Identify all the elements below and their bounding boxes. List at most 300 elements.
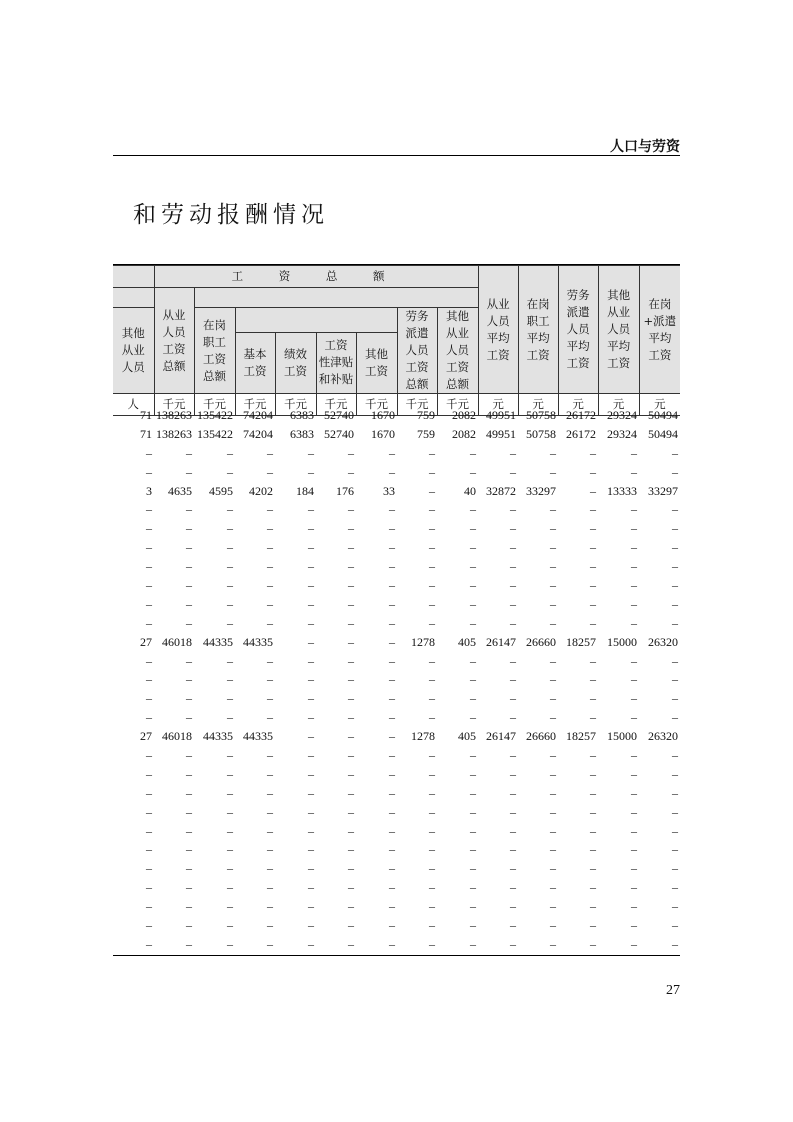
table-cell: – [186, 936, 192, 951]
table-cell: – [308, 766, 314, 781]
table-cell: – [590, 653, 596, 668]
table-row [113, 859, 680, 878]
table-cell: – [590, 823, 596, 838]
table-cell: – [389, 899, 395, 914]
table-cell: – [590, 615, 596, 630]
table-cell: – [389, 577, 395, 592]
col-header-13: 在岗 +派遣 平均 工资 [639, 266, 680, 394]
table-cell: – [429, 804, 435, 819]
table-cell: 6383 [290, 426, 314, 441]
table-cell: – [470, 502, 476, 517]
table-cell: 27 [140, 634, 152, 649]
table-cell: – [348, 502, 354, 517]
table-cell: – [308, 596, 314, 611]
table-cell: – [389, 615, 395, 630]
table-cell: – [308, 804, 314, 819]
group-header-wage-total: 工 资 总 额 [154, 266, 478, 288]
table-cell: 4595 [209, 483, 233, 498]
table-bottom-rule [113, 955, 680, 956]
table-cell: – [510, 747, 516, 762]
table-cell: – [429, 483, 435, 498]
table-cell: – [186, 880, 192, 895]
table-cell: 33297 [526, 483, 556, 498]
table-cell: 138263 [156, 407, 192, 422]
table-cell: – [389, 445, 395, 460]
table-cell: – [267, 464, 273, 479]
table-cell: – [470, 672, 476, 687]
table-cell: – [631, 445, 637, 460]
table-cell: – [308, 445, 314, 460]
table-cell: – [631, 899, 637, 914]
table-cell: – [348, 804, 354, 819]
page-number: 27 [666, 983, 680, 998]
table-cell: 15000 [607, 634, 637, 649]
table-cell: 29324 [607, 426, 637, 441]
table-cell: 26320 [648, 634, 678, 649]
table-cell: – [348, 880, 354, 895]
table-cell: 18257 [566, 634, 596, 649]
table-cell: – [429, 596, 435, 611]
table-cell: – [510, 899, 516, 914]
table-cell: – [550, 653, 556, 668]
table-cell: – [631, 615, 637, 630]
table-cell: – [146, 540, 152, 555]
table-cell: – [672, 521, 678, 536]
table-cell: 1278 [411, 634, 435, 649]
table-cell: – [308, 559, 314, 574]
table-row [113, 670, 680, 689]
table-cell: – [308, 672, 314, 687]
col-header-8: 其他 从业 人员 工资 总额 [437, 308, 478, 394]
table-cell: – [631, 464, 637, 479]
table-cell: 26147 [486, 729, 516, 744]
table-cell: – [267, 747, 273, 762]
table-cell: – [227, 445, 233, 460]
table-cell: – [429, 502, 435, 517]
table-cell: – [672, 936, 678, 951]
table-row [113, 444, 680, 463]
table-cell: – [672, 710, 678, 725]
table-cell: – [308, 917, 314, 932]
table-cell: – [510, 653, 516, 668]
table-cell: – [510, 691, 516, 706]
table-cell: 44335 [203, 634, 233, 649]
table-cell: – [550, 823, 556, 838]
table-cell: – [308, 540, 314, 555]
table-cell: 1670 [371, 407, 395, 422]
table-cell: – [348, 672, 354, 687]
table-row [113, 500, 680, 519]
table-cell: – [186, 804, 192, 819]
table-cell: – [146, 596, 152, 611]
table-cell: – [308, 502, 314, 517]
table-cell: – [186, 691, 192, 706]
table-cell: 44335 [203, 729, 233, 744]
table-cell: – [227, 653, 233, 668]
table-row [113, 557, 680, 576]
table-cell: – [308, 936, 314, 951]
table-cell: – [631, 936, 637, 951]
table-cell: – [146, 521, 152, 536]
table-cell: 1670 [371, 426, 395, 441]
table-cell: – [631, 653, 637, 668]
table-cell: – [550, 596, 556, 611]
table-cell: – [631, 766, 637, 781]
table-cell: – [590, 747, 596, 762]
table-cell: – [348, 729, 354, 744]
table-cell: – [510, 917, 516, 932]
table-cell: – [510, 861, 516, 876]
table-cell: 405 [458, 634, 476, 649]
table-cell: – [186, 842, 192, 857]
table-cell: – [227, 691, 233, 706]
table-cell: – [550, 880, 556, 895]
col-header-10: 在岗 职工 平均 工资 [518, 266, 558, 394]
table-cell: – [389, 502, 395, 517]
table-cell: – [186, 596, 192, 611]
table-cell: – [186, 445, 192, 460]
table-cell: 26172 [566, 426, 596, 441]
table-cell: – [267, 936, 273, 951]
table-cell: – [308, 691, 314, 706]
table-cell: – [510, 596, 516, 611]
table-cell: – [510, 559, 516, 574]
table-cell: – [308, 729, 314, 744]
table-row [113, 482, 680, 501]
table-cell: 52740 [324, 407, 354, 422]
table-cell: – [227, 880, 233, 895]
table-cell: – [631, 672, 637, 687]
table-cell: – [389, 785, 395, 800]
table-cell: 44335 [243, 729, 273, 744]
table-cell: – [672, 880, 678, 895]
table-cell: 18257 [566, 729, 596, 744]
table-cell: – [510, 880, 516, 895]
table-row [113, 803, 680, 822]
table-cell: – [389, 766, 395, 781]
table-cell: – [590, 445, 596, 460]
table-cell: – [550, 785, 556, 800]
page-title: 和劳动报酬情况 [133, 202, 329, 228]
table-cell: – [470, 521, 476, 536]
table-cell: – [146, 842, 152, 857]
table-cell: – [429, 653, 435, 668]
table-cell: – [348, 766, 354, 781]
table-cell: – [227, 596, 233, 611]
table-cell: – [429, 842, 435, 857]
table-cell: – [550, 672, 556, 687]
table-cell: – [550, 502, 556, 517]
table-cell: – [267, 502, 273, 517]
table-cell: – [186, 464, 192, 479]
table-cell: – [429, 785, 435, 800]
table-cell: – [308, 577, 314, 592]
table-cell: – [186, 917, 192, 932]
table-cell: 4202 [249, 483, 273, 498]
table-cell: – [672, 672, 678, 687]
table-cell: – [672, 502, 678, 517]
table-cell: – [186, 710, 192, 725]
table-cell: – [348, 842, 354, 857]
table-cell: – [348, 917, 354, 932]
table-row [113, 897, 680, 916]
table-cell: – [308, 823, 314, 838]
table-cell: – [348, 445, 354, 460]
table-row [113, 406, 680, 425]
table-row [113, 425, 680, 444]
table-cell: 26320 [648, 729, 678, 744]
table-cell: – [672, 785, 678, 800]
table-cell: – [429, 615, 435, 630]
table-cell: – [308, 842, 314, 857]
table-cell: – [672, 691, 678, 706]
table-cell: 26660 [526, 729, 556, 744]
table-cell: – [348, 653, 354, 668]
table-cell: – [267, 917, 273, 932]
table-cell: – [672, 804, 678, 819]
table-cell: – [389, 596, 395, 611]
table-row [113, 784, 680, 803]
table-cell: – [590, 710, 596, 725]
table-cell: – [389, 842, 395, 857]
table-cell: 759 [417, 407, 435, 422]
table-cell: – [631, 540, 637, 555]
table-cell: – [590, 521, 596, 536]
table-cell: – [672, 917, 678, 932]
table-cell: – [348, 464, 354, 479]
table-row [113, 765, 680, 784]
table-cell: – [389, 710, 395, 725]
table-cell: – [590, 880, 596, 895]
table-cell: – [590, 464, 596, 479]
table-row [113, 727, 680, 746]
table-cell: – [348, 823, 354, 838]
table-cell: 40 [464, 483, 476, 498]
table-cell: – [550, 521, 556, 536]
table-cell: – [429, 899, 435, 914]
table-cell: – [186, 785, 192, 800]
table-cell: – [550, 747, 556, 762]
table-cell: – [550, 577, 556, 592]
table-cell: – [389, 880, 395, 895]
table-cell: – [470, 766, 476, 781]
col-header-7: 劳务 派遣 人员 工资 总额 [397, 308, 437, 394]
table-cell: – [348, 559, 354, 574]
table-cell: 6383 [290, 407, 314, 422]
table-cell: – [308, 899, 314, 914]
table-cell: – [510, 502, 516, 517]
table-cell: – [672, 464, 678, 479]
col-header-11: 劳务 派遣 人员 平均 工资 [558, 266, 598, 394]
table-cell: – [429, 691, 435, 706]
table-cell: – [267, 559, 273, 574]
table-cell: – [429, 710, 435, 725]
table-cell: – [146, 880, 152, 895]
table-cell: – [308, 880, 314, 895]
table-cell: 759 [417, 426, 435, 441]
table-cell: – [672, 653, 678, 668]
table-cell: – [470, 710, 476, 725]
table-cell: 50494 [648, 426, 678, 441]
table-cell: – [186, 540, 192, 555]
table-cell: – [590, 766, 596, 781]
unit-cell: 千元 [275, 394, 316, 416]
table-cell: – [470, 785, 476, 800]
table-cell: – [267, 672, 273, 687]
table-cell: – [510, 766, 516, 781]
table-row [113, 595, 680, 614]
table-cell: 50494 [648, 407, 678, 422]
table-cell: 46018 [162, 634, 192, 649]
table-cell: – [429, 861, 435, 876]
table-cell: – [146, 785, 152, 800]
table-cell: – [267, 899, 273, 914]
unit-cell: 千元 [316, 394, 356, 416]
table-cell: – [227, 521, 233, 536]
table-cell: – [186, 615, 192, 630]
table-cell: – [590, 483, 596, 498]
table-cell: – [146, 804, 152, 819]
table-cell: – [590, 577, 596, 592]
table-cell: – [227, 710, 233, 725]
table-cell: – [470, 861, 476, 876]
table-cell: – [227, 861, 233, 876]
table-cell: – [672, 615, 678, 630]
table-cell: 52740 [324, 426, 354, 441]
header-blank-cell [113, 288, 154, 308]
table-cell: – [510, 521, 516, 536]
table-cell: 44335 [243, 634, 273, 649]
table-cell: – [389, 936, 395, 951]
table-cell: – [550, 691, 556, 706]
table-cell: – [348, 521, 354, 536]
table-cell: – [308, 634, 314, 649]
table-cell: – [308, 861, 314, 876]
table-cell: – [146, 577, 152, 592]
table-cell: – [227, 502, 233, 517]
table-cell: 3 [146, 483, 152, 498]
table-cell: – [470, 615, 476, 630]
table-cell: – [631, 596, 637, 611]
table-cell: – [590, 672, 596, 687]
col-header-3: 基本 工资 [235, 332, 275, 393]
table-cell: – [672, 823, 678, 838]
table-cell: 32872 [486, 483, 516, 498]
table-cell: – [429, 823, 435, 838]
table-header [113, 265, 680, 416]
table-cell: 33 [383, 483, 395, 498]
table-cell: – [389, 540, 395, 555]
table-cell: – [510, 804, 516, 819]
table-cell: – [389, 672, 395, 687]
table-cell: 15000 [607, 729, 637, 744]
table-cell: 71 [140, 426, 152, 441]
table-cell: – [227, 899, 233, 914]
unit-cell: 元 [639, 394, 680, 416]
unit-cell: 元 [598, 394, 639, 416]
table-cell: – [348, 899, 354, 914]
table-cell: – [550, 917, 556, 932]
table-cell: – [308, 464, 314, 479]
table-cell: – [550, 861, 556, 876]
table-cell: – [348, 691, 354, 706]
table-cell: – [510, 785, 516, 800]
table-cell: – [186, 861, 192, 876]
table-cell: – [550, 804, 556, 819]
table-cell: – [510, 842, 516, 857]
table-cell: – [590, 691, 596, 706]
header-blank-cell [194, 288, 478, 308]
col-header-0: 其他 从业 人员 [113, 308, 154, 394]
table-cell: – [308, 653, 314, 668]
table-cell: – [631, 521, 637, 536]
table-cell: – [146, 747, 152, 762]
table-cell: – [308, 747, 314, 762]
table-cell: – [470, 464, 476, 479]
table-cell: – [186, 502, 192, 517]
table-cell: – [267, 766, 273, 781]
table-cell: 2082 [452, 407, 476, 422]
table-cell: – [389, 823, 395, 838]
table-row [113, 840, 680, 859]
table-cell: – [470, 596, 476, 611]
table-cell: – [267, 842, 273, 857]
table-cell: – [672, 861, 678, 876]
table-cell: – [146, 464, 152, 479]
table-cell: – [672, 445, 678, 460]
table-cell: – [348, 936, 354, 951]
table-cell: – [186, 653, 192, 668]
table-cell: – [429, 521, 435, 536]
header-blank-cell [113, 266, 154, 288]
table-cell: – [227, 464, 233, 479]
table-cell: – [510, 615, 516, 630]
table-cell: – [672, 559, 678, 574]
table-row [113, 935, 680, 954]
table-cell: – [510, 445, 516, 460]
table-cell: – [267, 653, 273, 668]
table-cell: 184 [296, 483, 314, 498]
table-cell: – [429, 672, 435, 687]
table-cell: – [429, 747, 435, 762]
header-rule [113, 155, 680, 156]
table-cell: – [550, 615, 556, 630]
table-cell: 26172 [566, 407, 596, 422]
table-cell: 2082 [452, 426, 476, 441]
col-header-5: 工资 性津贴 和补贴 [316, 332, 356, 393]
table-cell: – [470, 577, 476, 592]
table-cell: – [227, 936, 233, 951]
table-cell: – [590, 917, 596, 932]
table-cell: – [631, 710, 637, 725]
table-cell: – [389, 521, 395, 536]
table-row [113, 822, 680, 841]
table-cell: – [146, 766, 152, 781]
table-cell: – [348, 710, 354, 725]
table-cell: – [550, 936, 556, 951]
table-cell: – [672, 766, 678, 781]
table-cell: – [470, 880, 476, 895]
table-cell: – [631, 559, 637, 574]
table-cell: – [227, 842, 233, 857]
table-cell: – [389, 804, 395, 819]
table-row [113, 633, 680, 652]
table-cell: – [590, 540, 596, 555]
table-cell: – [267, 540, 273, 555]
table-cell: – [550, 445, 556, 460]
unit-cell: 人 [113, 394, 154, 416]
table-cell: – [267, 710, 273, 725]
